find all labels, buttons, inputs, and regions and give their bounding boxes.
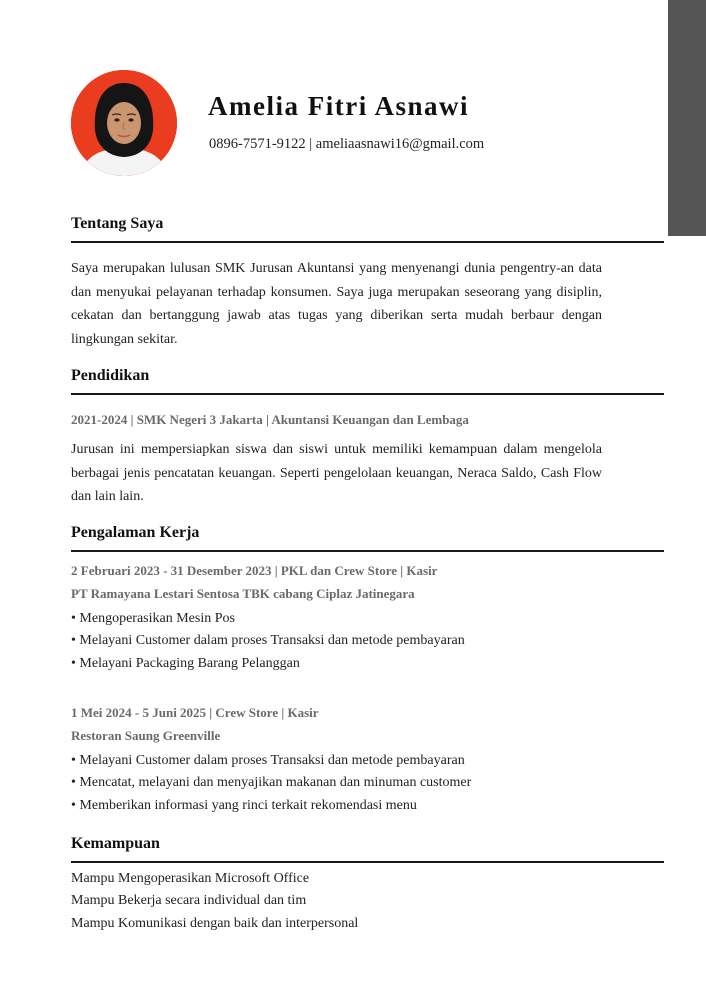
job-meta: 1 Mei 2024 - 5 Juni 2025 | Crew Store | Kasir [71, 705, 319, 720]
list-item: • Mencatat, melayani dan menyajikan makanan dan minuman customer [71, 772, 471, 794]
skills-list [71, 868, 358, 935]
experience-section [71, 523, 664, 552]
section-divider [71, 393, 664, 395]
section-divider [71, 550, 664, 552]
resume-name: Amelia Fitri Asnawi [208, 91, 469, 121]
skills-section [71, 834, 664, 863]
about-section [71, 214, 664, 243]
list-item: Mampu Komunikasi dengan baik dan interpersonal [71, 915, 359, 931]
section-title-experience: Pengalaman Kerja [71, 524, 200, 541]
section-divider [71, 241, 664, 243]
list-item: Mampu Mengoperasikan Microsoft Office [71, 871, 310, 886]
scrollbar-thumb[interactable] [668, 0, 706, 236]
job-company: PT Ramayana Lestari Sentosa TBK cabang Ciplaz Jatinegara [71, 586, 415, 601]
contact-info: 0896-7571-9122 | ameliaasnawi16@gmail.com [209, 136, 485, 152]
about-text: Saya merupakan lulusan SMK Jurusan Akuntansi yang menyenangi dunia pengentry-an data dan menyukai pelayanan terhadap konsumen. Saya juga merupakan seseorang yang disiplin, cekatan dan bertanggung jawab atas tugas yang diberikan serta mudah berbaur dengan lingkungan sekitar. [71, 261, 602, 347]
job-duties [71, 608, 465, 675]
job-meta: 2 Februari 2023 - 31 Desember 2023 | PKL dan Crew Store | Kasir [71, 563, 438, 578]
education-meta: 2021-2024 | SMK Negeri 3 Jakarta | Akuntansi Keuangan dan Lembaga [71, 412, 469, 427]
list-item: • Melayani Customer dalam proses Transaksi dan metode pembayaran [71, 750, 471, 772]
education-section [71, 366, 664, 395]
job-company: Restoran Saung Greenville [71, 728, 221, 743]
profile-photo [71, 70, 177, 176]
section-title-about: Tentang Saya [71, 215, 164, 232]
section-title-skills: Kemampuan [71, 835, 160, 852]
list-item: • Memberikan informasi yang rinci terkait rekomendasi menu [71, 795, 471, 817]
section-divider [71, 861, 664, 863]
avatar [71, 70, 177, 176]
list-item: • Melayani Packaging Barang Pelanggan [71, 653, 465, 675]
list-item: • Mengoperasikan Mesin Pos [71, 608, 465, 630]
education-text: Jurusan ini mempersiapkan siswa dan siswi untuk memiliki kemampuan dalam mengelola berbagai jenis pencatatan keuangan. Seperti pengelolaan keuangan, Neraca Saldo, Cash Flow dan lain lain. [71, 442, 602, 504]
list-item: • Melayani Customer dalam proses Transaksi dan metode pembayaran [71, 630, 465, 652]
section-title-education: Pendidikan [71, 367, 150, 384]
job-duties [71, 750, 471, 817]
list-item: Mampu Bekerja secara individual dan tim [71, 893, 307, 909]
